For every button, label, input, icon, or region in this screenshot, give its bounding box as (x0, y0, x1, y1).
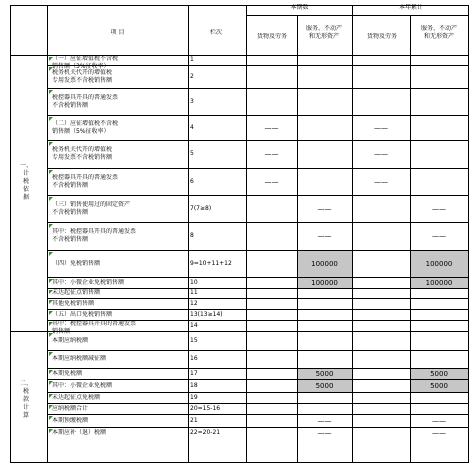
row-label: 其中：税控器具开具的普通发票 销售额 (52, 320, 137, 335)
grid-line (47, 379, 468, 380)
comment-marker-icon (49, 352, 53, 356)
comment-marker-icon (49, 290, 53, 294)
amount-cell[interactable] (298, 300, 351, 308)
amount-cell[interactable]: 5000 (430, 369, 448, 378)
amount-cell[interactable]: —— (374, 150, 388, 158)
row-label: 本期免税额 (52, 369, 83, 377)
amount-cell[interactable] (411, 289, 467, 297)
header-goods-services-ytd: 货物及劳务 (366, 33, 397, 40)
comment-marker-icon (49, 322, 53, 326)
amount-cell[interactable] (411, 300, 467, 308)
amount-cell[interactable] (353, 429, 409, 437)
amount-cell[interactable]: 5000 (430, 381, 448, 390)
amount-cell[interactable] (247, 417, 296, 425)
row-line-number: 11 (190, 289, 198, 296)
row-label: 税务机关代开的增值税 专用发票不含税销售额 (52, 68, 113, 84)
amount-cell[interactable] (247, 289, 296, 297)
amount-cell[interactable] (411, 405, 467, 413)
amount-cell[interactable] (411, 150, 467, 158)
amount-cell[interactable] (247, 279, 296, 287)
amount-cell[interactable] (353, 322, 409, 330)
comment-marker-icon (49, 57, 53, 61)
row-label: 应纳税额合计 (52, 404, 89, 412)
amount-cell[interactable] (411, 337, 467, 345)
grid-line (468, 5, 469, 463)
header-item-label: 项 目 (110, 29, 125, 36)
amount-cell[interactable] (353, 289, 409, 297)
amount-cell[interactable] (247, 394, 296, 402)
amount-cell[interactable]: —— (264, 150, 279, 158)
header-year-to-date: 本年累计 (398, 4, 423, 11)
row-line-number: 8 (190, 232, 194, 239)
row-line-number: 12 (190, 299, 198, 307)
amount-cell[interactable] (411, 98, 467, 106)
grid-line (47, 250, 468, 251)
amount-cell[interactable] (298, 311, 351, 319)
amount-cell[interactable] (298, 178, 351, 186)
grid-line (47, 140, 468, 141)
amount-cell[interactable]: —— (432, 428, 446, 437)
amount-cell[interactable]: 100000 (311, 259, 338, 268)
amount-cell[interactable]: —— (317, 428, 332, 437)
row-label: （一）应征增值税不含税 销售额（3%征收率） (52, 55, 119, 70)
row-line-number: 20=15-16 (190, 404, 221, 412)
comment-marker-icon (49, 252, 53, 256)
amount-cell[interactable] (247, 56, 296, 64)
row-label: 其中：税控器具开具的普通发票 不含税销售额 (52, 228, 137, 243)
grid-line (47, 195, 468, 196)
amount-cell[interactable]: —— (317, 204, 332, 213)
comment-marker-icon (49, 311, 53, 315)
row-line-number: 22=20-21 (190, 428, 221, 436)
row-line-number: 14 (190, 321, 198, 329)
row-line-number: 15 (190, 336, 198, 344)
row-line-number: 2 (190, 72, 194, 80)
grid-line (246, 15, 468, 16)
amount-cell[interactable]: 100000 (311, 278, 338, 287)
row-line-number: 21 (190, 416, 198, 424)
header-line-label: 栏次 (209, 29, 222, 36)
row-line-number: 10 (190, 278, 198, 286)
row-line-number: 7(7≥8) (190, 204, 212, 212)
row-label: （三）销售使用过的固定资产 不含税销售额 (52, 200, 131, 216)
grid-line (47, 115, 468, 116)
row-label: 税控器具开具的普通发票 不含税销售额 (52, 173, 119, 189)
amount-cell[interactable] (247, 355, 296, 363)
amount-cell[interactable] (411, 56, 467, 64)
comment-marker-icon (49, 279, 53, 283)
amount-cell[interactable] (298, 98, 351, 106)
amount-cell[interactable] (247, 405, 296, 413)
grid-line (10, 5, 11, 462)
grid-line (47, 414, 468, 415)
amount-cell[interactable] (353, 300, 409, 308)
amount-cell[interactable]: —— (432, 232, 446, 240)
comment-marker-icon (49, 300, 53, 304)
comment-marker-icon (49, 67, 53, 71)
amount-cell[interactable] (353, 73, 409, 81)
comment-marker-icon (49, 142, 53, 146)
row-label: 本期应纳税额 (52, 336, 89, 344)
row-line-number: 17 (190, 369, 198, 377)
amount-cell[interactable] (353, 370, 409, 378)
row-label: 其中：小微企业免税销售额 (52, 278, 125, 286)
amount-cell[interactable] (353, 260, 409, 268)
row-label: 未达起征点销售额 (52, 289, 101, 296)
row-label: 税控器具开具的普通发票 不含税销售额 (52, 93, 119, 109)
row-line-number: 6 (190, 177, 194, 185)
amount-cell[interactable] (298, 355, 351, 363)
amount-cell[interactable] (411, 322, 467, 330)
row-label: 其中：小微企业免税额 (52, 381, 113, 389)
grid-line (47, 5, 48, 462)
comment-marker-icon (49, 381, 53, 385)
amount-cell[interactable] (298, 405, 351, 413)
amount-cell[interactable] (298, 150, 351, 158)
amount-cell[interactable] (353, 98, 409, 106)
row-line-number: 1 (190, 56, 194, 63)
amount-cell[interactable] (298, 337, 351, 345)
comment-marker-icon (49, 333, 53, 337)
amount-cell[interactable]: 5000 (315, 369, 334, 378)
amount-cell[interactable] (247, 232, 296, 240)
amount-cell[interactable]: —— (264, 177, 279, 186)
header-services-current: 服务、不动产 和无形资产 (305, 25, 342, 40)
amount-cell[interactable] (247, 311, 296, 319)
amount-cell[interactable] (247, 73, 296, 81)
comment-marker-icon (49, 394, 53, 398)
row-line-number: 5 (190, 150, 194, 157)
amount-cell[interactable] (298, 124, 351, 132)
header-current-period: 本期数 (290, 4, 309, 11)
row-label: （四）免税销售额 (52, 259, 101, 267)
grid-line (10, 462, 468, 463)
grid-line (47, 88, 468, 89)
amount-cell[interactable] (247, 370, 296, 378)
amount-cell[interactable] (411, 178, 467, 186)
amount-cell[interactable] (247, 300, 296, 308)
row-line-number: 13(13≥14) (190, 310, 223, 318)
amount-cell[interactable] (353, 232, 409, 240)
amount-cell[interactable]: —— (264, 123, 279, 132)
amount-cell[interactable] (247, 322, 296, 330)
row-label: 本期应纳税额减征额 (52, 355, 107, 362)
amount-cell[interactable]: —— (317, 416, 332, 425)
amount-cell[interactable]: —— (432, 416, 446, 425)
amount-cell[interactable] (247, 337, 296, 345)
header-services-ytd: 服务、不动产 和无形资产 (420, 25, 457, 40)
row-label: 本期应补（退）税额 (52, 428, 107, 436)
amount-cell[interactable]: —— (432, 204, 446, 213)
amount-cell[interactable] (353, 417, 409, 425)
amount-cell[interactable] (411, 355, 467, 363)
comment-marker-icon (49, 117, 53, 121)
grid-line (47, 168, 468, 169)
grid-line (188, 5, 189, 462)
amount-cell[interactable]: —— (374, 123, 388, 132)
amount-cell[interactable] (247, 205, 296, 213)
row-label: （二）应征增值税不含税 销售额（5%征收率） (52, 119, 119, 135)
amount-cell[interactable] (247, 382, 296, 390)
amount-cell[interactable] (353, 337, 409, 345)
row-line-number: 18 (190, 381, 198, 389)
row-line-number: 16 (190, 355, 198, 362)
row-label: 未达起征点免税额 (52, 393, 101, 401)
amount-cell[interactable] (353, 405, 409, 413)
comment-marker-icon (49, 197, 53, 201)
amount-cell[interactable] (353, 382, 409, 390)
comment-marker-icon (49, 224, 53, 228)
section-tax-calc: 二、 税 款 计 算 (19, 380, 32, 419)
amount-cell[interactable] (247, 429, 296, 437)
amount-cell[interactable] (247, 260, 296, 268)
section-tax-basis: 一、 计 税 依 据 (19, 162, 32, 201)
amount-cell[interactable] (353, 311, 409, 319)
grid-line (47, 350, 468, 351)
comment-marker-icon (49, 170, 53, 174)
amount-cell[interactable] (298, 289, 351, 297)
row-line-number: 19 (190, 393, 198, 401)
row-label: 税务机关代开的增值税 专用发票不含税销售额 (52, 146, 113, 161)
amount-cell[interactable] (411, 311, 467, 319)
row-label: 本期预缴税额 (52, 416, 89, 424)
amount-cell[interactable] (298, 56, 351, 64)
row-label: 其他免税销售额 (52, 299, 95, 307)
amount-cell[interactable]: 100000 (425, 278, 453, 287)
amount-cell[interactable] (411, 124, 467, 132)
comment-marker-icon (49, 90, 53, 94)
amount-cell[interactable] (411, 73, 467, 81)
amount-cell[interactable] (353, 56, 409, 64)
comment-marker-icon (49, 416, 53, 420)
amount-cell[interactable]: —— (374, 177, 388, 186)
amount-cell[interactable] (411, 394, 467, 402)
header-goods-services-current: 货物及劳务 (256, 33, 287, 40)
row-line-number: 3 (190, 97, 194, 105)
amount-cell[interactable] (353, 205, 409, 213)
amount-cell[interactable] (247, 98, 296, 106)
amount-cell[interactable] (298, 73, 351, 81)
comment-marker-icon (49, 370, 53, 374)
amount-cell[interactable]: —— (317, 232, 332, 240)
grid-line (47, 222, 468, 223)
amount-cell[interactable] (353, 394, 409, 402)
row-line-number: 9=10+11+12 (190, 259, 232, 267)
amount-cell[interactable] (353, 279, 409, 287)
comment-marker-icon (49, 405, 53, 409)
amount-cell[interactable] (298, 394, 351, 402)
row-line-number: 4 (190, 123, 194, 131)
amount-cell[interactable]: 100000 (425, 259, 453, 268)
amount-cell[interactable] (353, 355, 409, 363)
amount-cell[interactable]: 5000 (315, 381, 334, 390)
row-label: （五）出口免税销售额 (52, 310, 113, 318)
comment-marker-icon (49, 429, 53, 433)
amount-cell[interactable] (298, 322, 351, 330)
